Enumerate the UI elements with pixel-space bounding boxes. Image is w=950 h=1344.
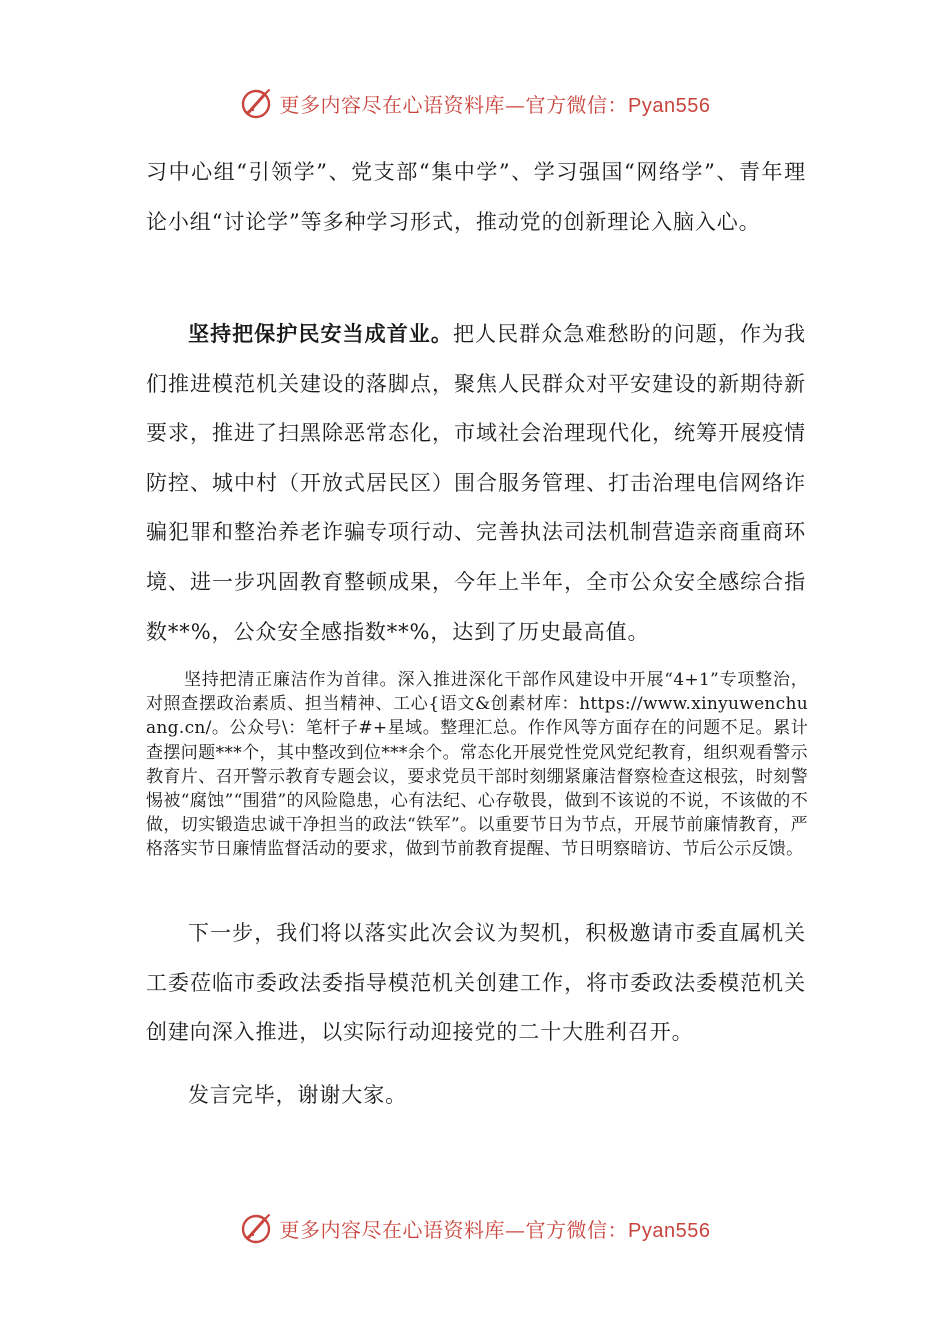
footer-banner-text <box>280 1214 711 1243</box>
header-banner-text <box>280 89 711 118</box>
paragraph-integrity: 坚持把清正廉洁作为首律。深入推进深化干部作风建设中开展“4+1”专项整治，对照查摆政治素质、担当精神、工心{语文&创素材库：https://www.xinyuwenchuang.cn/。公众号\：笔杆子#+星域。整理汇总。作作风等方面存在的问题不足。累计查摆问题***个，其中整改到位***余个。常态化开展党性党风党纪教育，组织观看警示教育片、召开警示教育专题会议，要求党员干部时刻绷紧廉洁督察检查这根弦，时刻警惕被“腐蚀”“围猎”的风险隐患，心有法纪、心存敬畏，做到不该说的不说，不该做的不做，切实锻造忠诚干净担当的政法“铁军”。以重要节日为节点，开展节前廉情教育，严格落实节日廉情监督活动的要求，做到节前教育提醒、节日明察暗访、节后公示反馈。 <box>146 670 808 860</box>
pen-logo-icon <box>240 1211 274 1245</box>
footer-banner <box>0 1208 950 1248</box>
footer-banner-label: 更多内容尽在心语资料库—官方微信： <box>279 1217 629 1242</box>
header-banner-label: 更多内容尽在心语资料库—官方微信： <box>279 92 629 117</box>
paragraph-study-forms: 习中心组“引领学”、党支部“集中学”、学习强国“网络学”、青年理论小组“讨论学”等多种学习形式，推动党的创新理论入脑入心。 <box>146 160 806 234</box>
pen-logo-icon <box>240 86 274 120</box>
header-wechat-id: Pyan556 <box>628 94 711 117</box>
paragraph-public-safety-body: 把人民群众急难愁盼的问题，作为我们推进模范机关建设的落脚点，聚焦人民群众对平安建设的新期待新要求，推进了扫黑除恶常态化，市域社会治理现代化，统筹开展疫情防控、城中村（开放式居民区）围合服务管理、打击治理电信网络诈骗犯罪和整治养老诈骗专项行动、完善执法司法机制营造亲商重商环境、进一步巩固教育整顿成果，今年上半年，全市公众安全感综合指数**%，公众安全感指数**%，达到了历史最高值。 <box>146 322 806 644</box>
paragraph-public-safety-heading: 坚持把保护民安当成首业。 <box>188 321 453 346</box>
header-banner <box>0 83 950 123</box>
paragraph-next-steps: 下一步，我们将以落实此次会议为契机，积极邀请市委直属机关工委莅临市委政法委指导模范机关创建工作，将市委政法委模范机关创建向深入推进，以实际行动迎接党的二十大胜利召开。 <box>146 921 806 1045</box>
footer-wechat-id: Pyan556 <box>628 1219 711 1242</box>
paragraph-closing: 发言完毕，谢谢大家。 <box>188 1083 407 1107</box>
paragraph-public-safety <box>146 309 806 657</box>
